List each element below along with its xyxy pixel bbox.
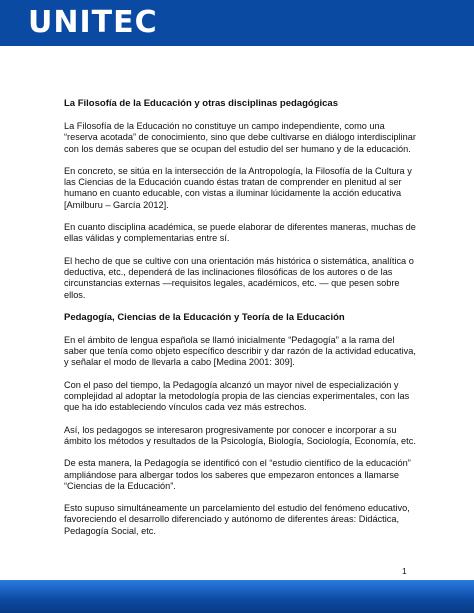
footer-bar bbox=[0, 580, 474, 613]
paragraph: En cuanto disciplina académica, se puede elaborar de diferentes maneras, muchas de ellas válidas y complementarias entre sí. bbox=[64, 222, 416, 244]
section-title: Pedagogía, Ciencias de la Educación y Teoría de la Educación bbox=[64, 311, 345, 323]
unitec-logo: UNITEC bbox=[28, 5, 158, 40]
paragraph: Con el paso del tiempo, la Pedagogía alcanzó un mayor nivel de especialización y complejidad al adoptar la metodología propia de las ciencias experimentales, con las que ha ido estableciendo vínculos cada vez más estrechos. bbox=[64, 379, 410, 413]
paragraph: De esta manera, la Pedagogía se identificó con el “estudio científico de la educación” ampliándose para albergar todos los saberes que empezaron entonces a llamarse “Ciencias de la Educación”. bbox=[64, 458, 411, 491]
paragraph: Así, los pedagogos se interesaron progresivamente por conocer e incorporar a su ámbito los métodos y resultados de la Psicología, Biología, Sociología, Economía, etc. bbox=[64, 424, 416, 446]
paragraph: En el ámbito de lengua española se llamó inicialmente “Pedagogía” a la rama del saber que tenía como objeto específico describir y dar razón de la actividad educativa, y señalar el modo de llevarla a cabo [Medina 2001: 309]. bbox=[64, 334, 416, 368]
paragraph: El hecho de que se cultive con una orientación más histórica o sistemática, analítica o deductiva, etc., dependerá de las inclinaciones filosóficas de los autores o de las circunstancias externas —requisitos legales, académicos, etc. — que pesen sobre ellos. bbox=[64, 255, 414, 300]
paragraph: La Filosofía de la Educación no constituye un campo independiente, como una “reserva acotada” de conocimiento, sino que debe cultivarse en diálogo interdisciplinar con los demás saberes que se ocupan del estudio del ser humano y de la educación. bbox=[64, 121, 416, 154]
section-title: La Filosofía de la Educación y otras disciplinas pedagógicas bbox=[64, 98, 338, 109]
paragraph: En concreto, se sitúa en la intersección de la Antropología, la Filosofía de la Cultura y las Ciencias de la Educación cuando éstas tratan de comprender en plenitud al ser humano en cuanto educable, con vistas a iluminar lúcidamente la acción educativa [Amilburu – García 2012]. bbox=[64, 165, 412, 210]
paragraph: Esto supuso simultáneamente un parcelamiento del estudio del fenómeno educativo, favoreciendo el desarrollo diferenciado y autónomo de diferentes áreas: Didáctica, Pedagogía Social, etc. bbox=[64, 503, 410, 536]
document-body bbox=[64, 98, 416, 548]
page-number: 1 bbox=[402, 566, 407, 576]
header-bar bbox=[0, 0, 474, 46]
